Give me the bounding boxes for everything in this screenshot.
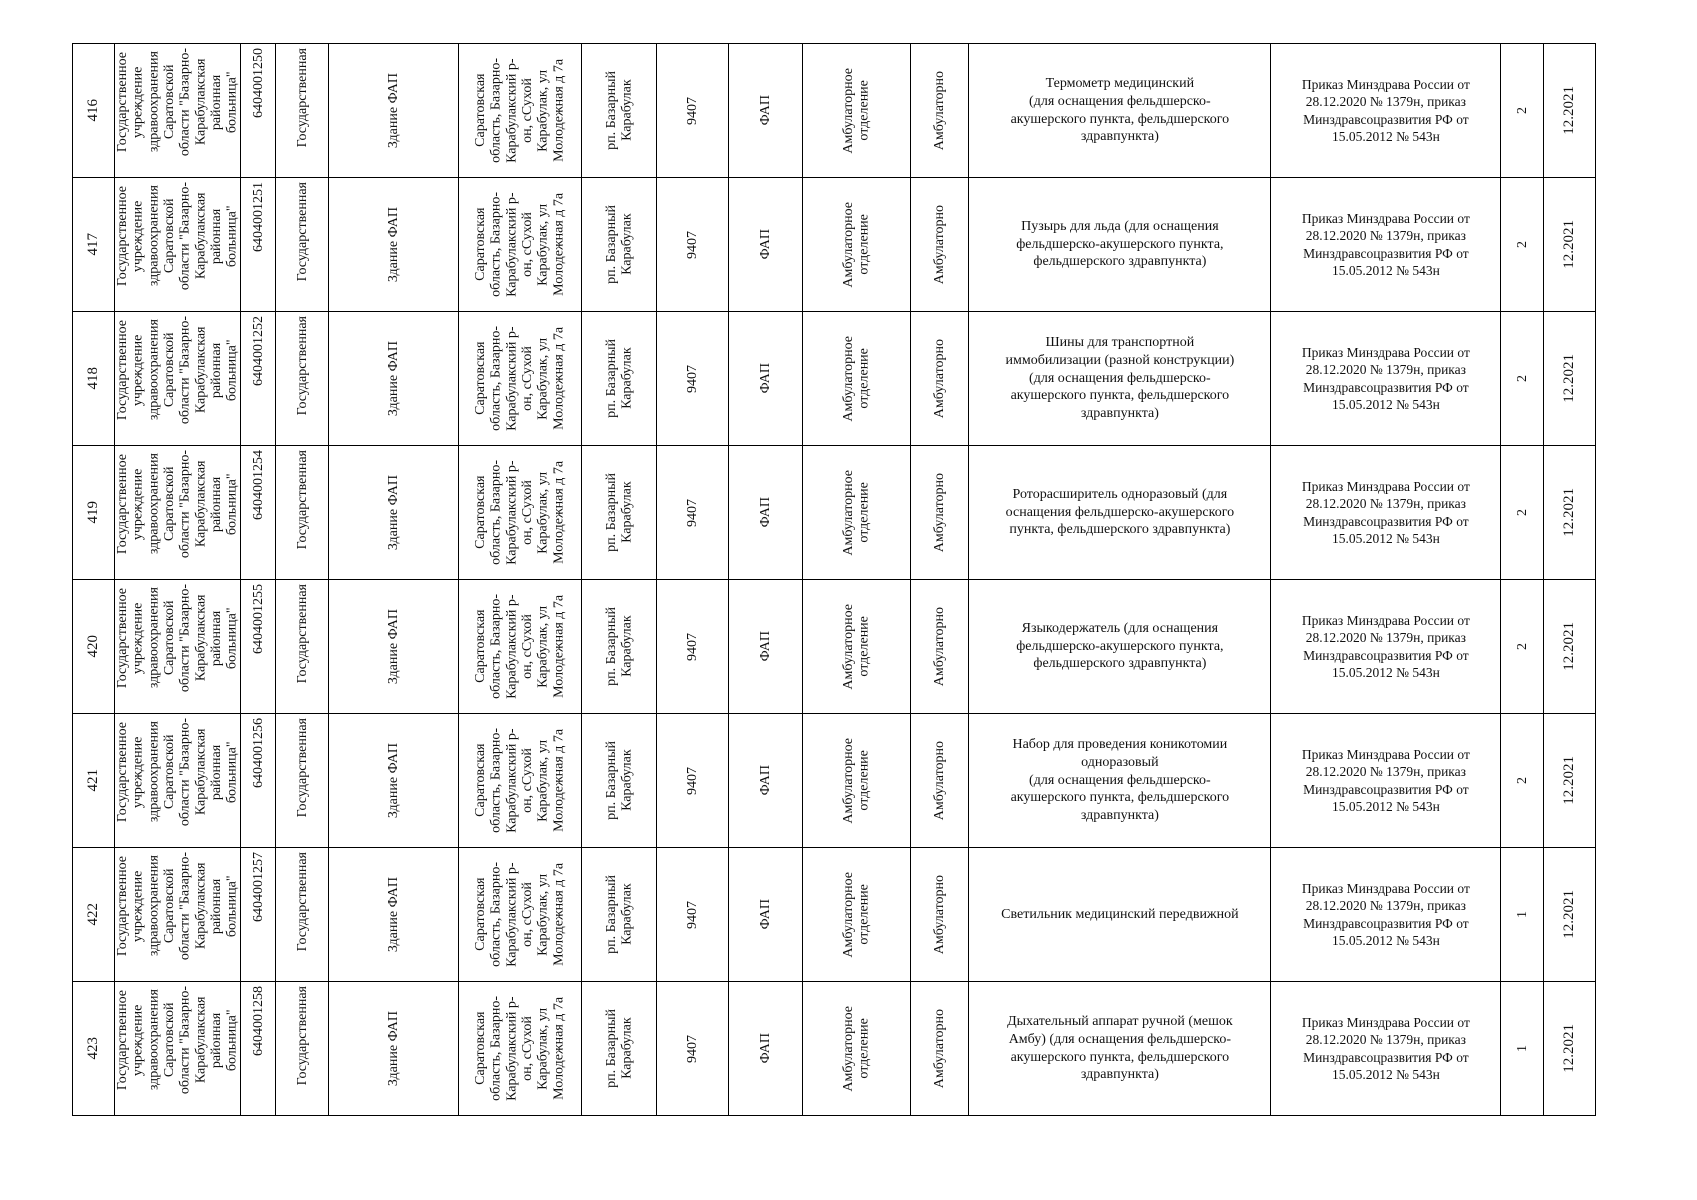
regulation-order: Приказ Минздрава России от 28.12.2020 № 1379н, приказ Минздравсоцразвития РФ от 15.05.2012 № 543н [1301,880,1470,948]
facility-type: ФАП [758,229,774,260]
organization-name: Государственное учреждение здравоохранения Саратовской области "Базарно- Карабулакская районная больница" [115,718,240,827]
row-number-cell [73,44,115,178]
address-cell [459,312,582,446]
organization-name: Государственное учреждение здравоохранения Саратовской области "Базарно- Карабулакская районная больница" [115,316,240,425]
quantity: 2 [1514,241,1530,248]
locality-cell [582,580,657,714]
type-cell [729,580,803,714]
row-number: 422 [85,903,102,926]
ownership-form: Государственная [294,584,310,684]
row-number: 423 [85,1037,102,1060]
locality-cell [582,446,657,580]
equipment-cell [969,580,1271,714]
care-form: Амбулаторно [932,204,948,285]
regulation-order: Приказ Минздрава России от 28.12.2020 № 1379н, приказ Минздравсоцразвития РФ от 15.05.2012 № 543н [1301,76,1470,144]
table-row [73,44,1596,178]
building-cell [329,446,459,580]
equipment-name: Дыхательный аппарат ручной (мешок Амбу) (для оснащения фельдшерско- акушерского пункта, фельдшерского здравпункта) [1007,1013,1233,1083]
ownership-cell [276,44,329,178]
type-cell [729,178,803,312]
type-cell [729,714,803,848]
locality-cell [582,312,657,446]
organization-name: Государственное учреждение здравоохранения Саратовской области "Базарно- Карабулакская районная больница" [115,584,240,693]
quantity: 2 [1514,375,1530,382]
locality: рп. Базарный Карабулак [603,205,635,284]
quantity-cell [1501,312,1544,446]
address-cell [459,178,582,312]
date-cell [1544,580,1596,714]
ownership-cell [276,848,329,982]
due-date: 12.2021 [1561,622,1578,671]
quantity-cell [1501,982,1544,1116]
code-cell [241,312,276,446]
table-row [73,580,1596,714]
facility-number: 9407 [685,96,701,125]
facility-number: 9407 [685,230,701,259]
facility-number: 9407 [685,1034,701,1063]
regulation-order: Приказ Минздрава России от 28.12.2020 № 1379н, приказ Минздравсоцразвития РФ от 15.05.2012 № 543н [1301,210,1470,278]
ownership-form: Государственная [294,852,310,952]
date-cell [1544,714,1596,848]
care-form: Амбулаторно [932,472,948,553]
row-number-cell [73,982,115,1116]
care-cell [911,982,969,1116]
registry-code: 6404001258 [250,986,266,1056]
care-form: Амбулаторно [932,874,948,955]
address: Саратовская область, Базарно- Карабулакский р- он, сСухой Карабулак, ул Молодежная д 7а [473,594,567,699]
order-cell [1271,848,1501,982]
address-cell [459,848,582,982]
equipment-cell [969,312,1271,446]
department-cell [803,312,911,446]
department-cell [803,178,911,312]
organization-cell [115,312,241,446]
table-body [73,44,1596,1116]
building-cell [329,312,459,446]
building-cell [329,580,459,714]
row-number-cell [73,848,115,982]
address: Саратовская область, Базарно- Карабулакский р- он, сСухой Карабулак, ул Молодежная д 7а [473,996,567,1101]
date-cell [1544,178,1596,312]
facility-number: 9407 [685,766,701,795]
equipment-name: Шины для транспортной иммобилизации (разной конструкции) (для оснащения фельдшерско- акушерского пункта, фельдшерского здравпункта) [1005,334,1235,422]
date-cell [1544,848,1596,982]
locality-cell [582,44,657,178]
organization-cell [115,982,241,1116]
facility-type: ФАП [758,497,774,528]
registry-code: 6404001256 [250,718,266,788]
care-cell [911,580,969,714]
table-row [73,178,1596,312]
equipment-name: Пузырь для льда (для оснащения фельдшерско-акушерского пункта, фельдшерского здравпункта) [1016,218,1224,270]
equipment-cell [969,848,1271,982]
department: Амбулаторное отделение [841,67,872,154]
ownership-cell [276,580,329,714]
care-cell [911,848,969,982]
department-cell [803,44,911,178]
number-cell [657,44,729,178]
row-number: 421 [85,769,102,792]
equipment-name: Светильник медицинский передвижной [1001,906,1239,922]
quantity-cell [1501,580,1544,714]
locality-cell [582,848,657,982]
order-cell [1271,178,1501,312]
equipment-table [72,43,1596,1116]
row-number: 417 [85,233,102,256]
care-form: Амбулаторно [932,70,948,151]
care-cell [911,714,969,848]
facility-type: ФАП [758,1033,774,1064]
organization-name: Государственное учреждение здравоохранения Саратовской области "Базарно- Карабулакская районная больница" [115,852,240,961]
ownership-form: Государственная [294,316,310,416]
row-number-cell [73,312,115,446]
address-cell [459,446,582,580]
facility-type: ФАП [758,765,774,796]
building-name: Здание ФАП [386,474,402,551]
organization-name: Государственное учреждение здравоохранения Саратовской области "Базарно- Карабулакская районная больница" [115,48,240,157]
facility-number: 9407 [685,498,701,527]
department: Амбулаторное отделение [841,335,872,422]
organization-cell [115,178,241,312]
address-cell [459,44,582,178]
department: Амбулаторное отделение [841,1005,872,1092]
registry-code: 6404001255 [250,584,266,654]
building-cell [329,44,459,178]
equipment-cell [969,714,1271,848]
registry-code: 6404001257 [250,852,266,922]
building-cell [329,982,459,1116]
type-cell [729,312,803,446]
date-cell [1544,312,1596,446]
building-name: Здание ФАП [386,608,402,685]
organization-cell [115,848,241,982]
address-cell [459,982,582,1116]
care-cell [911,446,969,580]
department-cell [803,446,911,580]
department: Амбулаторное отделение [841,737,872,824]
row-number-cell [73,178,115,312]
table-row [73,848,1596,982]
table-row [73,982,1596,1116]
equipment-cell [969,446,1271,580]
locality-cell [582,714,657,848]
code-cell [241,848,276,982]
type-cell [729,982,803,1116]
order-cell [1271,44,1501,178]
registry-code: 6404001254 [250,450,266,520]
equipment-name: Роторасширитель одноразовый (для оснащения фельдшерско-акушерского пункта, фельдшерского здравпункта) [1005,486,1235,538]
address: Саратовская область, Базарно- Карабулакский р- он, сСухой Карабулак, ул Молодежная д 7а [473,326,567,431]
address-cell [459,580,582,714]
ownership-cell [276,312,329,446]
regulation-order: Приказ Минздрава России от 28.12.2020 № 1379н, приказ Минздравсоцразвития РФ от 15.05.2012 № 543н [1301,478,1470,546]
equipment-name: Термометр медицинский (для оснащения фельдшерско- акушерского пункта, фельдшерского здравпункта) [1010,75,1230,145]
quantity: 1 [1514,911,1530,918]
number-cell [657,580,729,714]
due-date: 12.2021 [1561,1024,1578,1073]
facility-number: 9407 [685,632,701,661]
number-cell [657,178,729,312]
regulation-order: Приказ Минздрава России от 28.12.2020 № 1379н, приказ Минздравсоцразвития РФ от 15.05.2012 № 543н [1301,746,1470,814]
building-name: Здание ФАП [386,1010,402,1087]
type-cell [729,44,803,178]
code-cell [241,446,276,580]
department: Амбулаторное отделение [841,201,872,288]
row-number: 418 [85,367,102,390]
number-cell [657,982,729,1116]
organization-cell [115,44,241,178]
organization-cell [115,714,241,848]
locality-cell [582,982,657,1116]
ownership-form: Государственная [294,986,310,1086]
code-cell [241,178,276,312]
order-cell [1271,982,1501,1116]
order-cell [1271,580,1501,714]
organization-cell [115,580,241,714]
organization-name: Государственное учреждение здравоохранения Саратовской области "Базарно- Карабулакская районная больница" [115,182,240,291]
quantity: 2 [1514,107,1530,114]
due-date: 12.2021 [1561,86,1578,135]
ownership-cell [276,982,329,1116]
equipment-cell [969,44,1271,178]
ownership-form: Государственная [294,718,310,818]
regulation-order: Приказ Минздрава России от 28.12.2020 № 1379н, приказ Минздравсоцразвития РФ от 15.05.2012 № 543н [1301,612,1470,680]
regulation-order: Приказ Минздрава России от 28.12.2020 № 1379н, приказ Минздравсоцразвития РФ от 15.05.2012 № 543н [1301,1014,1470,1082]
locality: рп. Базарный Карабулак [603,473,635,552]
department: Амбулаторное отделение [841,603,872,690]
row-number-cell [73,580,115,714]
code-cell [241,982,276,1116]
care-cell [911,178,969,312]
address-cell [459,714,582,848]
code-cell [241,714,276,848]
quantity-cell [1501,178,1544,312]
date-cell [1544,982,1596,1116]
quantity-cell [1501,446,1544,580]
regulation-order: Приказ Минздрава России от 28.12.2020 № 1379н, приказ Минздравсоцразвития РФ от 15.05.2012 № 543н [1301,344,1470,412]
quantity: 1 [1514,1045,1530,1052]
locality: рп. Базарный Карабулак [603,339,635,418]
organization-name: Государственное учреждение здравоохранения Саратовской области "Базарно- Карабулакская районная больница" [115,986,240,1095]
building-name: Здание ФАП [386,876,402,953]
order-cell [1271,446,1501,580]
building-name: Здание ФАП [386,340,402,417]
row-number-cell [73,714,115,848]
ownership-cell [276,446,329,580]
table-row [73,714,1596,848]
facility-type: ФАП [758,899,774,930]
quantity-cell [1501,44,1544,178]
ownership-cell [276,178,329,312]
ownership-form: Государственная [294,450,310,550]
registry-code: 6404001250 [250,48,266,118]
equipment-cell [969,982,1271,1116]
locality: рп. Базарный Карабулак [603,71,635,150]
department-cell [803,848,911,982]
department-cell [803,982,911,1116]
due-date: 12.2021 [1561,220,1578,269]
care-form: Амбулаторно [932,740,948,821]
equipment-name: Набор для проведения коникотомии одноразовый (для оснащения фельдшерско- акушерского пункта, фельдшерского здравпункта) [1010,736,1230,824]
building-cell [329,178,459,312]
date-cell [1544,446,1596,580]
due-date: 12.2021 [1561,890,1578,939]
equipment-cell [969,178,1271,312]
address: Саратовская область, Базарно- Карабулакский р- он, сСухой Карабулак, ул Молодежная д 7а [473,460,567,565]
quantity: 2 [1514,509,1530,516]
department-cell [803,580,911,714]
table-row [73,312,1596,446]
department: Амбулаторное отделение [841,469,872,556]
address: Саратовская область, Базарно- Карабулакский р- он, сСухой Карабулак, ул Молодежная д 7а [473,862,567,967]
quantity-cell [1501,848,1544,982]
number-cell [657,714,729,848]
facility-type: ФАП [758,363,774,394]
ownership-form: Государственная [294,48,310,148]
facility-type: ФАП [758,631,774,662]
address: Саратовская область, Базарно- Карабулакский р- он, сСухой Карабулак, ул Молодежная д 7а [473,58,567,163]
quantity-cell [1501,714,1544,848]
number-cell [657,446,729,580]
facility-number: 9407 [685,900,701,929]
locality: рп. Базарный Карабулак [603,875,635,954]
order-cell [1271,714,1501,848]
department: Амбулаторное отделение [841,871,872,958]
care-form: Амбулаторно [932,606,948,687]
locality-cell [582,178,657,312]
care-form: Амбулаторно [932,1008,948,1089]
equipment-name: Языкодержатель (для оснащения фельдшерско-акушерского пункта, фельдшерского здравпункта) [1016,620,1224,672]
due-date: 12.2021 [1561,488,1578,537]
locality: рп. Базарный Карабулак [603,607,635,686]
registry-code: 6404001252 [250,316,266,386]
number-cell [657,848,729,982]
ownership-cell [276,714,329,848]
organization-name: Государственное учреждение здравоохранения Саратовской области "Базарно- Карабулакская районная больница" [115,450,240,559]
building-name: Здание ФАП [386,206,402,283]
date-cell [1544,44,1596,178]
organization-cell [115,446,241,580]
facility-type: ФАП [758,95,774,126]
care-form: Амбулаторно [932,338,948,419]
row-number-cell [73,446,115,580]
registry-code: 6404001251 [250,182,266,252]
building-cell [329,714,459,848]
quantity: 2 [1514,643,1530,650]
number-cell [657,312,729,446]
code-cell [241,580,276,714]
address: Саратовская область, Базарно- Карабулакский р- он, сСухой Карабулак, ул Молодежная д 7а [473,192,567,297]
order-cell [1271,312,1501,446]
type-cell [729,446,803,580]
code-cell [241,44,276,178]
row-number: 416 [85,99,102,122]
address: Саратовская область, Базарно- Карабулакский р- он, сСухой Карабулак, ул Молодежная д 7а [473,728,567,833]
building-name: Здание ФАП [386,742,402,819]
row-number: 420 [85,635,102,658]
building-cell [329,848,459,982]
row-number: 419 [85,501,102,524]
type-cell [729,848,803,982]
due-date: 12.2021 [1561,354,1578,403]
care-cell [911,312,969,446]
locality: рп. Базарный Карабулак [603,1009,635,1088]
department-cell [803,714,911,848]
quantity: 2 [1514,777,1530,784]
locality: рп. Базарный Карабулак [603,741,635,820]
care-cell [911,44,969,178]
table-row [73,446,1596,580]
building-name: Здание ФАП [386,72,402,149]
facility-number: 9407 [685,364,701,393]
due-date: 12.2021 [1561,756,1578,805]
ownership-form: Государственная [294,182,310,282]
